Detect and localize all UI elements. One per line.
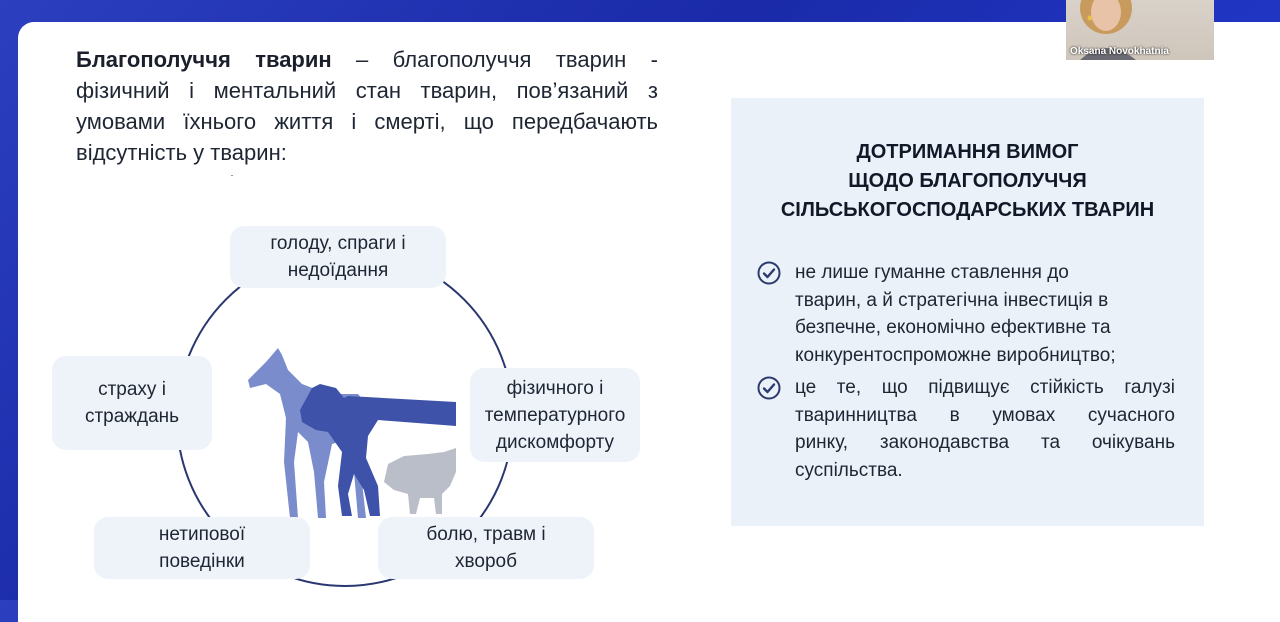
requirements-panel: [731, 98, 1204, 526]
requirement-text: не лише гуманне ставлення до тварин, а й стратегічна інвестиція в безпечне, економічно ефективне та конкурентоспроможне виробництво;: [795, 262, 1116, 366]
panel-title: ДОТРИМАННЯ ВИМОГ ЩОДО БЛАГОПОЛУЧЧЯ СІЛЬСЬКОГОСПОДАРСЬКИХ ТВАРИН: [780, 141, 1155, 221]
definition-term: Благополуччя тварин: [76, 47, 332, 72]
bubble-pain: болю, травм і хвороб: [378, 517, 594, 579]
bubble-behavior: нетипової поведінки: [94, 517, 310, 579]
participant-video-tile[interactable]: [1066, 0, 1214, 60]
bubble-discomfort: фізичного і температурного дискомфорту: [470, 368, 640, 462]
stray-mark: [231, 175, 233, 176]
definition-text: – благополуччя тварин - фізичний і ментальний стан тварин, пов’язаний з умовами їхнього життя і смерті, що передбачають відсутність у тварин:: [76, 47, 658, 165]
bubble-fear: страху і страждань: [52, 356, 212, 450]
participant-name: Oksana Novokhatnia: [1070, 46, 1169, 57]
check-circle-icon: [757, 261, 781, 285]
bubble-hunger: голоду, спраги і недоїдання: [230, 226, 446, 288]
check-circle-icon: [757, 376, 781, 400]
definition-paragraph: [76, 44, 658, 168]
requirement-text: це те, що підвищує стійкість галузі тваринництва в умовах сучасного ринку, законодавства та очікувань суспільства.: [795, 377, 1175, 481]
farm-animals-illustration: [228, 322, 463, 522]
presentation-slide: [18, 22, 1280, 622]
pig-silhouette: [384, 448, 456, 514]
